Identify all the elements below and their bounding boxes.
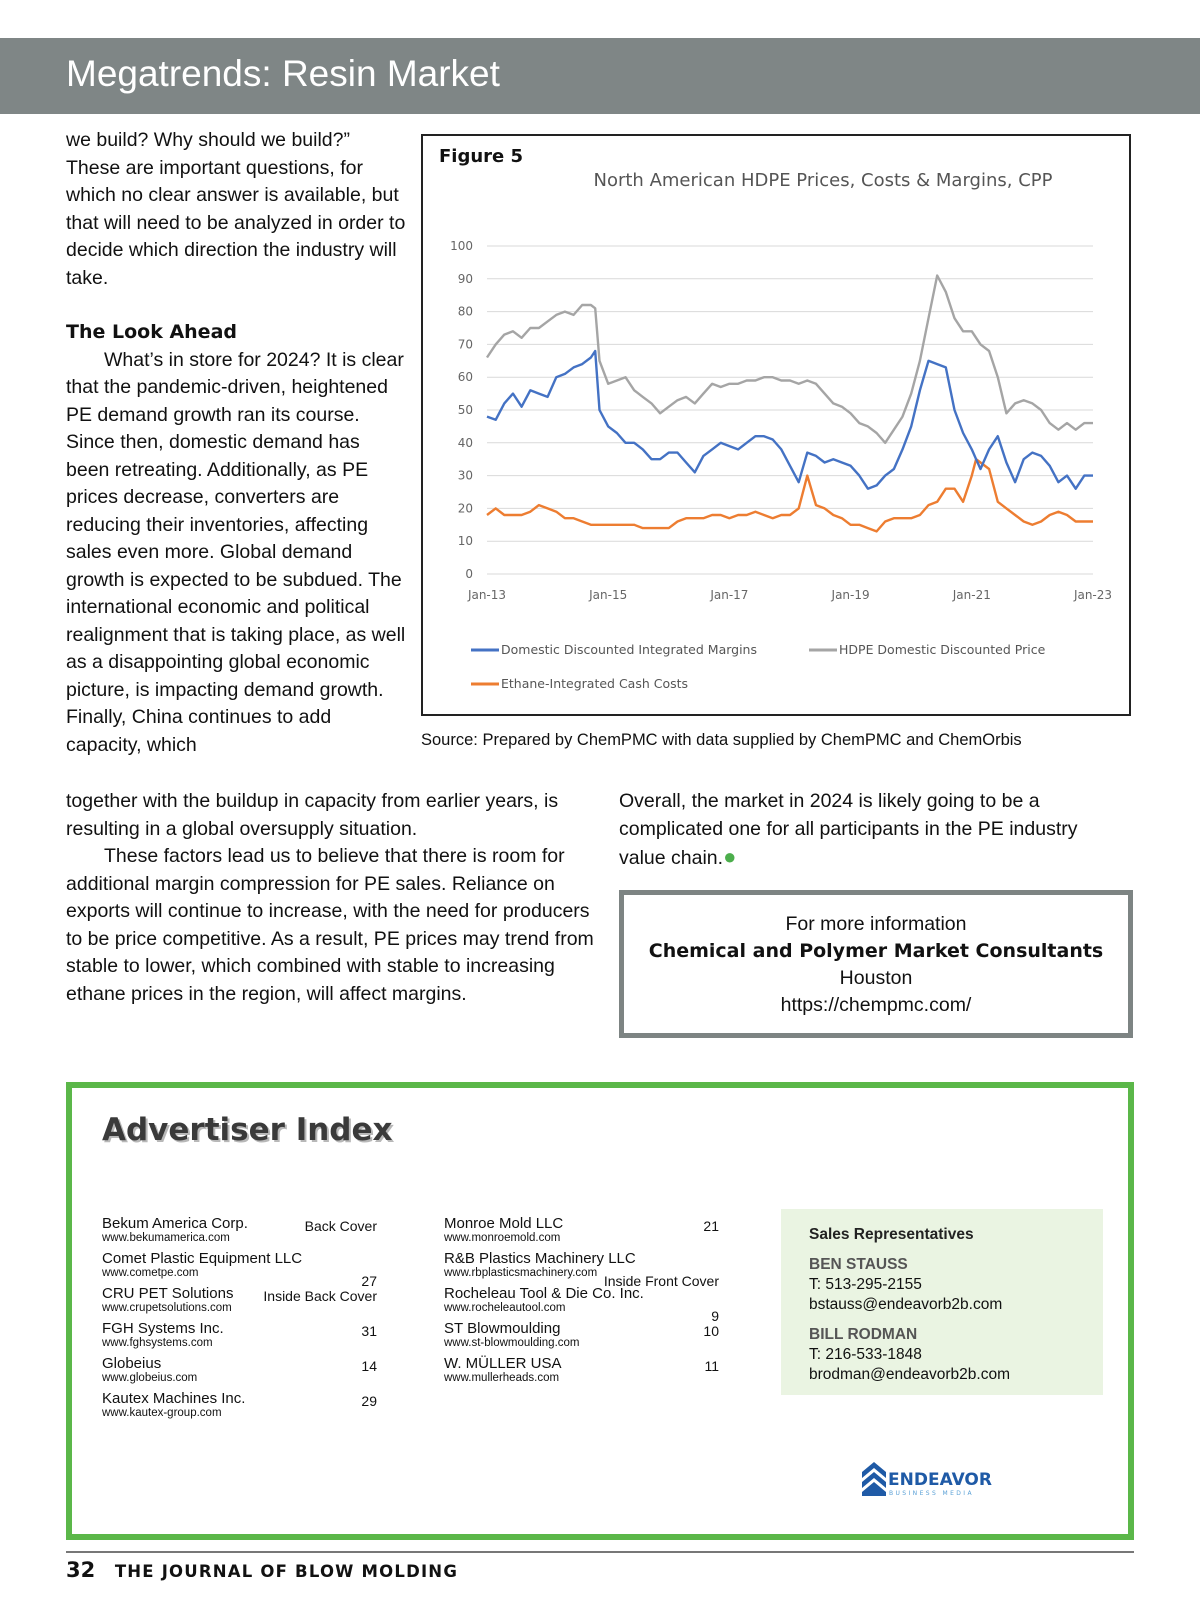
advertiser-name: Globeius — [102, 1355, 162, 1372]
x-tick-label: Jan-17 — [710, 588, 749, 602]
advertiser-name: Bekum America Corp. — [102, 1215, 248, 1232]
advertiser-url[interactable]: www.kautex-group.com — [102, 1407, 222, 1419]
advertiser-page: Back Cover — [304, 1218, 377, 1234]
footer-rule — [66, 1551, 1134, 1553]
advertiser-page: 11 — [704, 1358, 719, 1374]
x-tick-label: Jan-13 — [467, 588, 507, 602]
info-url[interactable]: https://chempmc.com/ — [780, 994, 972, 1016]
advertiser-url[interactable]: www.monroemold.com — [444, 1232, 561, 1244]
article-wide-column — [66, 788, 606, 1008]
page-number: 32 — [66, 1558, 96, 1582]
advertiser-entry — [444, 1356, 719, 1384]
advertiser-page: 27 — [361, 1273, 377, 1289]
rep-name: BEN STAUSS — [809, 1256, 908, 1273]
advertiser-page: 21 — [703, 1218, 719, 1234]
page-header — [0, 38, 1200, 114]
advertiser-entry — [102, 1356, 377, 1384]
advertiser-url[interactable]: www.cometpe.com — [102, 1267, 199, 1279]
paragraph-2-continued: together with the buildup in capacity from earlier years, is resulting in a global oversupply situation. — [66, 790, 559, 840]
page-footer — [66, 1558, 458, 1582]
advertiser-name: ST Blowmoulding — [444, 1320, 561, 1337]
y-tick-label: 70 — [457, 337, 473, 352]
advertiser-url[interactable]: www.st-blowmoulding.com — [444, 1337, 580, 1349]
x-tick-label: Jan-21 — [952, 588, 991, 602]
figure-label: Figure 5 — [439, 146, 524, 167]
legend-label: Ethane-Integrated Cash Costs — [501, 676, 689, 691]
advertiser-page: 14 — [361, 1358, 377, 1374]
series-line-0 — [487, 351, 1093, 489]
y-tick-label: 30 — [457, 468, 473, 483]
article-left-column — [66, 127, 406, 759]
advertiser-page: Inside Front Cover — [603, 1273, 719, 1289]
paragraph-2: What’s in store for 2024? It is clear that the pandemic-driven, heightened PE demand growth ran its course. Since then, domestic demand has been retreating. Additionally, as PE prices decrease, converters are reducing their inventories, affecting sales even more. Global demand growth is expected to be subdued. The international economic and political realignment that is taking place, as well as a disappointing global economic picture, is impacting demand growth. Finally, China continues to add capacity, which — [66, 348, 406, 756]
info-city: Houston — [839, 967, 913, 989]
info-box — [619, 890, 1133, 1038]
advertiser-name: Kautex Machines Inc. — [102, 1390, 246, 1407]
advertiser-index — [66, 1082, 1134, 1540]
advertiser-url[interactable]: www.bekumamerica.com — [102, 1232, 230, 1244]
y-tick-label: 80 — [457, 304, 473, 319]
info-line: For more information — [785, 913, 967, 935]
sales-title: Sales Representatives — [809, 1226, 974, 1243]
paragraph-4 — [619, 788, 1119, 873]
advertiser-entry — [102, 1216, 377, 1244]
advertiser-entry — [102, 1250, 377, 1289]
legend-label: HDPE Domestic Discounted Price — [839, 642, 1046, 657]
advertiser-entry — [444, 1216, 719, 1244]
paragraph-3: These factors lead us to believe that there is room for additional margin compression for PE sales. Reliance on exports will continue to increase, with the need for producers to be price competitive. As a result, PE prices may trend from stable to lower, which combined with stable to increasing ethane prices in the region, will affect margins. — [66, 845, 594, 1005]
paragraph-4-text: Overall, the market in 2024 is likely going to be a complicated one for all participants in the PE industry value chain. — [619, 790, 1078, 869]
advertiser-column-1 — [102, 1216, 377, 1426]
advertiser-entry — [102, 1391, 377, 1419]
series-line-1 — [487, 276, 1093, 443]
advertiser-url[interactable]: www.fghsystems.com — [102, 1337, 213, 1349]
paragraph-1: we build? Why should we build?” These are important questions, for which no clear answer is available, but that will need to be analyzed in order to decide which direction the industry will take. — [66, 129, 406, 289]
advertiser-name: FGH Systems Inc. — [102, 1320, 224, 1337]
rep-email[interactable]: brodman@endeavorb2b.com — [809, 1366, 1010, 1383]
advertiser-url[interactable]: www.rocheleautool.com — [444, 1302, 566, 1314]
advertiser-page: Inside Back Cover — [263, 1288, 377, 1304]
endeavor-logo-text: ENDEAVOR — [888, 1470, 992, 1490]
advertiser-entry — [102, 1321, 377, 1349]
advertiser-page: 31 — [361, 1323, 377, 1339]
subhead-look-ahead: The Look Ahead — [66, 321, 237, 343]
advertiser-entry — [444, 1321, 719, 1349]
advertiser-page: 9 — [711, 1308, 719, 1324]
legend-label: Domestic Discounted Integrated Margins — [501, 642, 757, 657]
advertiser-url[interactable]: www.mullerheads.com — [444, 1372, 560, 1384]
rep-phone: T: 216-533-1848 — [809, 1346, 922, 1363]
advertiser-url[interactable]: www.crupetsolutions.com — [102, 1302, 232, 1314]
chart-title: North American HDPE Prices, Costs & Margins, CPP — [593, 170, 1053, 191]
y-tick-label: 40 — [457, 435, 473, 450]
advertiser-page: 29 — [361, 1393, 377, 1409]
advertiser-entry — [444, 1285, 719, 1324]
advertiser-name: Comet Plastic Equipment LLC — [102, 1250, 303, 1267]
y-tick-label: 20 — [457, 501, 473, 516]
advertiser-url[interactable]: www.globeius.com — [102, 1372, 198, 1384]
figure-source: Source: Prepared by ChemPMC with data supplied by ChemPMC and ChemOrbis — [421, 731, 1022, 749]
endeavor-logo — [860, 1458, 1000, 1498]
y-tick-label: 60 — [457, 370, 473, 385]
y-tick-label: 50 — [457, 403, 473, 417]
advertiser-entry — [444, 1250, 719, 1289]
advertiser-page: 10 — [703, 1323, 719, 1339]
endeavor-logo-subtext: BUSINESS MEDIA — [889, 1490, 974, 1497]
advertiser-name: R&B Plastics Machinery LLC — [444, 1250, 636, 1267]
end-mark: ● — [723, 844, 737, 869]
hdpe-chart — [423, 136, 1129, 714]
info-org: Chemical and Polymer Market Consultants — [648, 940, 1104, 962]
journal-title: THE JOURNAL OF BLOW MOLDING — [114, 1562, 459, 1581]
x-tick-label: Jan-15 — [589, 588, 628, 602]
article-right-column — [619, 788, 1119, 873]
advertiser-url[interactable]: www.rbplasticsmachinery.com — [444, 1267, 598, 1279]
y-tick-label: 90 — [457, 271, 473, 286]
x-tick-label: Jan-19 — [831, 588, 870, 602]
y-tick-label: 10 — [457, 534, 473, 549]
advertiser-name: Rocheleau Tool & Die Co. Inc. — [444, 1285, 644, 1302]
series-line-2 — [487, 459, 1093, 531]
x-tick-label: Jan-23 — [1073, 588, 1113, 602]
rep-phone: T: 513-295-2155 — [809, 1276, 922, 1293]
advertiser-name: Monroe Mold LLC — [444, 1215, 564, 1232]
y-tick-label: 100 — [450, 239, 473, 253]
advertiser-name: W. MÜLLER USA — [444, 1355, 562, 1372]
advertiser-index-title: Advertiser Index — [102, 1112, 393, 1148]
rep-email[interactable]: bstauss@endeavorb2b.com — [809, 1296, 1003, 1313]
advertiser-name: CRU PET Solutions — [102, 1285, 234, 1302]
sales-representatives — [781, 1209, 1103, 1395]
page-title: Megatrends: Resin Market — [66, 53, 500, 94]
rep-name: BILL RODMAN — [809, 1326, 918, 1343]
figure-5 — [421, 134, 1131, 716]
advertiser-entry — [102, 1286, 377, 1314]
advertiser-column-2 — [444, 1216, 719, 1391]
y-tick-label: 0 — [465, 567, 473, 581]
